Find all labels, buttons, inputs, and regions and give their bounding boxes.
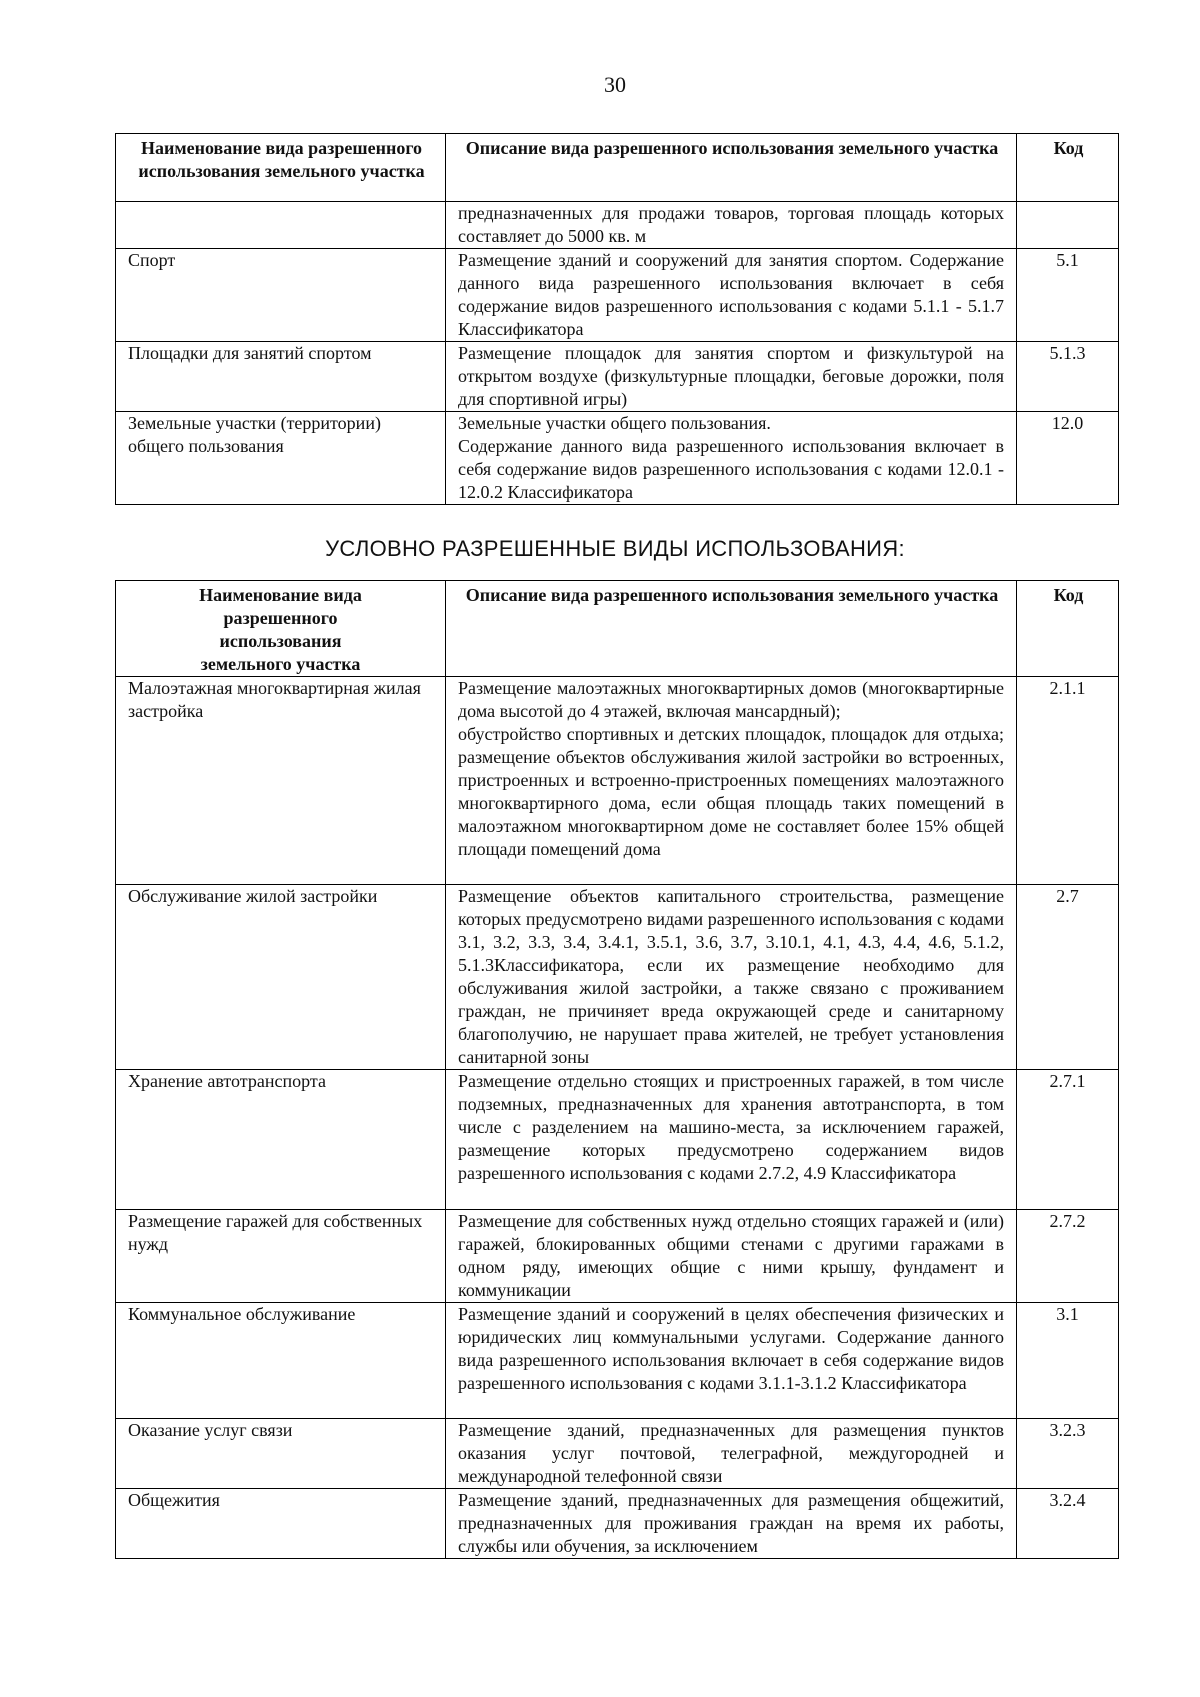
row-code: 3.1 — [1017, 1303, 1119, 1419]
table-row — [116, 1303, 1119, 1419]
row-name — [116, 202, 446, 249]
permitted-use-table — [115, 133, 1119, 505]
table-row — [116, 1489, 1119, 1559]
row-code: 5.1.3 — [1017, 342, 1119, 412]
row-description: Размещение малоэтажных многоквартирных домов (многоквартирные дома высотой до 4 этажей, включая мансардный); обустройство спортивных и детских площадок, площадок для отдыха; размещение объектов обслуживания жилой застройки во встроенных, пристроенных и встроенно-пристроенных помещениях малоэтажного многоквартирного дома, если общая площадь таких помещений в малоэтажном многоквартирном доме не составляет более 15% общей площади помещений дома — [446, 677, 1017, 885]
row-code: 2.1.1 — [1017, 677, 1119, 885]
row-code: 3.2.4 — [1017, 1489, 1119, 1559]
row-code: 2.7.1 — [1017, 1070, 1119, 1210]
row-name: Размещение гаражей для собственных нужд — [116, 1210, 446, 1303]
row-description: Размещение зданий, предназначенных для размещения общежитий, предназначенных для проживания граждан на время их работы, службы или обучения, за исключением — [446, 1489, 1017, 1559]
header-name: Наименование вида разрешенного использования земельного участка — [116, 134, 446, 202]
header-code: Код — [1017, 134, 1119, 202]
row-description: Размещение зданий и сооружений для занятия спортом. Содержание данного вида разрешенного использования включает в себя содержание видов разрешенного использования с кодами 5.1.1 - 5.1.7 Классификатора — [446, 249, 1017, 342]
row-name: Малоэтажная многоквартирная жилая застройка — [116, 677, 446, 885]
table-row — [116, 1419, 1119, 1489]
row-code: 5.1 — [1017, 249, 1119, 342]
header-name: Наименование вида разрешенного использования земельного участка — [116, 581, 446, 677]
row-name: Хранение автотранспорта — [116, 1070, 446, 1210]
table-row — [116, 885, 1119, 1070]
row-name: Площадки для занятий спортом — [116, 342, 446, 412]
row-name: Общежития — [116, 1489, 446, 1559]
row-code: 3.2.3 — [1017, 1419, 1119, 1489]
row-description: Размещение объектов капитального строительства, размещение которых предусмотрено видами разрешенного использования с кодами 3.1, 3.2, 3.3, 3.4, 3.4.1, 3.5.1, 3.6, 3.7, 3.10.1, 4.1, 4.3, 4.4, 4.6, 5.1.2, 5.1.3Классификатора, если их размещение необходимо для обслуживания жилой застройки, а также связано с проживанием граждан, не причиняет вреда окружающей среде и санитарному благополучию, не нарушает права жителей, не требует установления санитарной зоны — [446, 885, 1017, 1070]
row-description: предназначенных для продажи товаров, торговая площадь которых составляет до 5000 кв. м — [446, 202, 1017, 249]
table-header-row — [116, 581, 1119, 677]
row-name: Обслуживание жилой застройки — [116, 885, 446, 1070]
row-code: 2.7 — [1017, 885, 1119, 1070]
table-row — [116, 677, 1119, 885]
row-code: 2.7.2 — [1017, 1210, 1119, 1303]
table-row — [116, 342, 1119, 412]
row-name: Оказание услуг связи — [116, 1419, 446, 1489]
row-code: 12.0 — [1017, 412, 1119, 505]
table-header-row — [116, 134, 1119, 202]
row-name: Коммунальное обслуживание — [116, 1303, 446, 1419]
header-code: Код — [1017, 581, 1119, 677]
row-description: Размещение отдельно стоящих и пристроенных гаражей, в том числе подземных, предназначенных для хранения автотранспорта, в том числе с разделением на машино-места, за исключением гаражей, размещение которых предусмотрено содержанием видов разрешенного использования с кодами 2.7.2, 4.9 Классификатора — [446, 1070, 1017, 1210]
table-row — [116, 1070, 1119, 1210]
table-row — [116, 202, 1119, 249]
table-row — [116, 249, 1119, 342]
row-description: Размещение для собственных нужд отдельно стоящих гаражей и (или) гаражей, блокированных общими стенами с другими гаражами в одном ряду, имеющих общие с ними крышу, фундамент и коммуникации — [446, 1210, 1017, 1303]
table-row — [116, 1210, 1119, 1303]
row-code — [1017, 202, 1119, 249]
row-name: Земельные участки (территории) общего пользования — [116, 412, 446, 505]
table-row — [116, 412, 1119, 505]
row-description: Земельные участки общего пользования. Содержание данного вида разрешенного использования включает в себя содержание видов разрешенного использования с кодами 12.0.1 - 12.0.2 Классификатора — [446, 412, 1017, 505]
header-description: Описание вида разрешенного использования земельного участка — [446, 581, 1017, 677]
section-heading: УСЛОВНО РАЗРЕШЕННЫЕ ВИДЫ ИСПОЛЬЗОВАНИЯ: — [325, 536, 905, 561]
row-description: Размещение зданий, предназначенных для размещения пунктов оказания услуг почтовой, телеграфной, междугородней и международной телефонной связи — [446, 1419, 1017, 1489]
conditional-use-table — [115, 580, 1119, 1559]
row-description: Размещение зданий и сооружений в целях обеспечения физических и юридических лиц коммунальными услугами. Содержание данного вида разрешенного использования включает в себя содержание видов разрешенного использования с кодами 3.1.1-3.1.2 Классификатора — [446, 1303, 1017, 1419]
row-description: Размещение площадок для занятия спортом и физкультурой на открытом воздухе (физкультурные площадки, беговые дорожки, поля для спортивной игры) — [446, 342, 1017, 412]
page-number: 30 — [604, 72, 626, 97]
row-name: Спорт — [116, 249, 446, 342]
header-description: Описание вида разрешенного использования земельного участка — [446, 134, 1017, 202]
